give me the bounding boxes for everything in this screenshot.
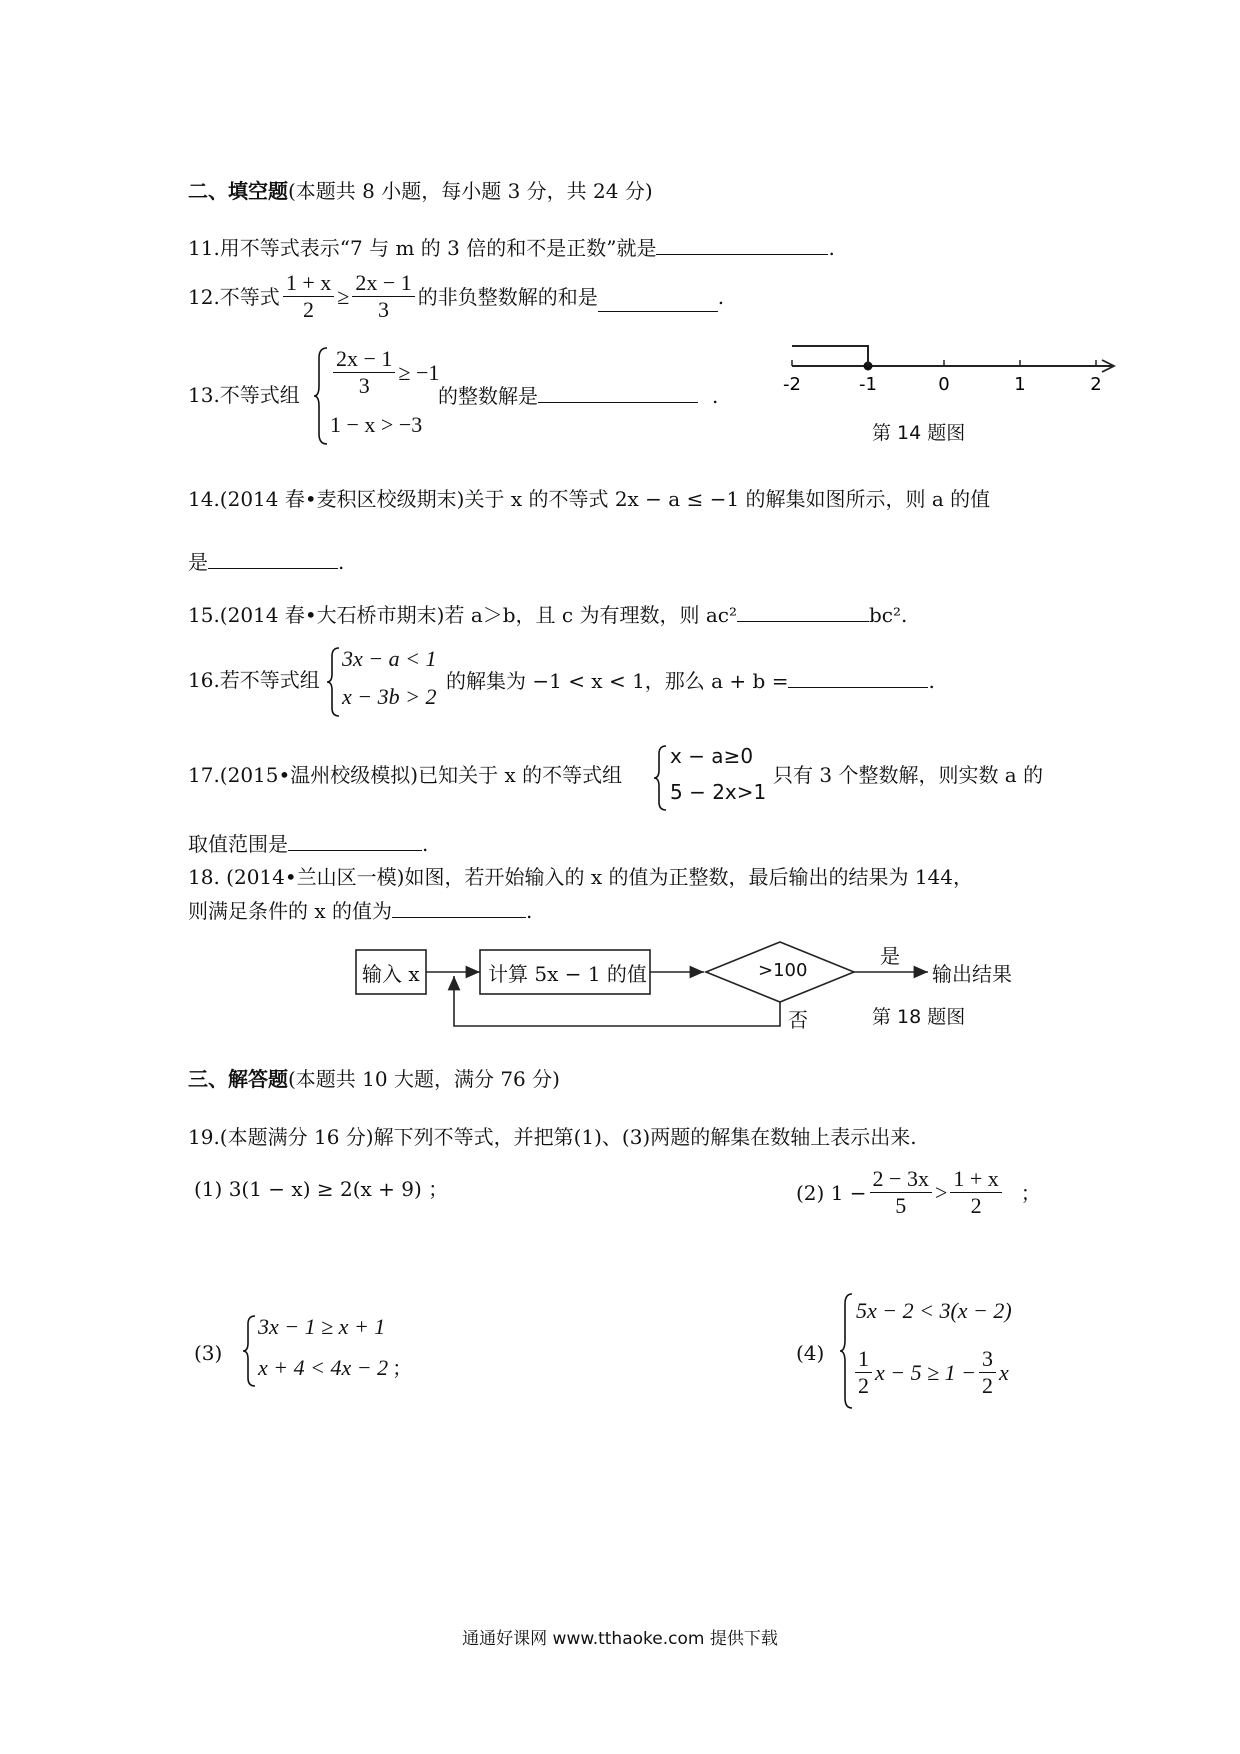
q12-suffix: 的非负整数解的和是: [417, 284, 598, 309]
q11-text: 11.用不等式表示“7 与 m 的 3 倍的和不是正数”就是: [188, 236, 657, 260]
question-12: [188, 270, 724, 323]
q13-prefix: 13.不等式组: [188, 383, 300, 407]
q13-tail: 的整数解是 .: [438, 384, 719, 408]
flow-yes-label: 是: [880, 944, 900, 968]
question-17-cont: 取值范围是 .: [188, 832, 429, 856]
q16-brace: [327, 646, 341, 718]
q18-answer-blank[interactable]: [392, 897, 526, 918]
q19-part-4-line-2: $\frac{1}{2}$ x − 5 ≥ 1 − $\frac{3}{2}$ x: [852, 1346, 1009, 1399]
q19-part-4-label: (4): [796, 1341, 825, 1365]
question-14-cont: 是 .: [188, 550, 345, 574]
q12-end: .: [717, 284, 725, 309]
flow-condition-label: >100: [758, 960, 808, 981]
q16-answer-blank[interactable]: [788, 667, 928, 688]
number-line-tick-label: 1: [1014, 374, 1026, 395]
number-line-tick-label: -1: [859, 374, 877, 395]
flow-compute-label: 计算 5x − 1 的值: [488, 962, 647, 986]
section3-note: (本题共 10 大题，满分 76 分): [288, 1067, 560, 1091]
q17-prefix: 17.(2015•温州校级模拟)已知关于 x 的不等式组: [188, 763, 623, 787]
number-line-tick-label: -2: [783, 374, 801, 395]
q19-part-1: (1) 3(1 − x) ≥ 2(x + 9) ；: [194, 1177, 449, 1201]
q17-brace: [654, 744, 668, 812]
q12-prefix: 12.不等式: [188, 284, 280, 309]
q11-answer-blank[interactable]: [656, 234, 828, 255]
solution-ray: [792, 346, 868, 366]
q13-brace: [314, 346, 330, 446]
question-14: 14.(2014 春•麦积区校级期末)关于 x 的不等式 2x − a ≤ −1 的解集如图所示，则 a 的值: [188, 487, 991, 511]
figure-14-caption: 第 14 题图: [872, 422, 966, 444]
q17-answer-blank[interactable]: [288, 830, 422, 851]
q14-answer-blank[interactable]: [208, 548, 338, 569]
q19-part-4-line-1: 5x − 2 < 3(x − 2): [856, 1298, 1012, 1323]
q19-part-3-line-1: 3x − 1 ≥ x + 1: [258, 1314, 386, 1339]
section2-title: 二、填空题: [188, 179, 288, 203]
q16-prefix: 16.若不等式组: [188, 668, 320, 692]
q12-answer-blank[interactable]: [598, 291, 718, 312]
q19-part-3-label: (3): [194, 1341, 223, 1365]
q19-part-3-brace: [243, 1314, 257, 1388]
page-footer: 通通好课网 www.tthaoke.com 提供下载: [462, 1629, 778, 1649]
q11-end: .: [828, 236, 835, 260]
question-18-line-1: 18. (2014•兰山区一模)如图，若开始输入的 x 的值为正整数，最后输出的结果为 144，: [188, 865, 973, 889]
q16-line-1: 3x − a < 1: [342, 646, 437, 671]
q12-fraction-2: $\frac{2x - 1}{3}$: [352, 270, 414, 323]
q17-line-1: x − a≥0: [670, 744, 754, 768]
question-19: 19.(本题满分 16 分)解下列不等式，并把第(1)、(3)两题的解集在数轴上表示出来.: [188, 1125, 917, 1149]
q19-part-2: (2) 1 − $\frac{2 - 3x}{5}$ > $\frac{1 + x}{2}$ ；: [796, 1166, 1041, 1218]
question-18-line-2: 则满足条件的 x 的值为 .: [188, 899, 533, 923]
q16-line-2: x − 3b > 2: [342, 684, 437, 709]
q17-suffix: 只有 3 个整数解，则实数 a 的: [773, 763, 1044, 787]
number-line-tick-label: 0: [938, 374, 950, 395]
question-11: [188, 234, 835, 261]
section3-title: 三、解答题: [188, 1067, 288, 1091]
number-line-tick-label: 2: [1090, 374, 1102, 395]
section3-heading: [188, 1066, 560, 1092]
q19-part-3-line-2: x + 4 < 4x − 2 ；: [258, 1355, 413, 1380]
section2-note: (本题共 8 小题，每小题 3 分，共 24 分): [288, 179, 653, 203]
section2-heading: [188, 178, 653, 204]
flow-output-label: 输出结果: [932, 962, 1012, 986]
q16-tail: 的解集为 −1 < x < 1，那么 a + b = .: [446, 669, 935, 693]
number-line-figure-14: [782, 340, 1122, 400]
figure-18-caption: 第 18 题图: [872, 1006, 966, 1028]
q13-line-2: 1 − x > −3: [330, 412, 423, 437]
question-15: 15.(2014 春•大石桥市期末)若 a＞b，且 c 为有理数，则 ac² bc².: [188, 603, 908, 627]
q17-line-2: 5 − 2x>1: [670, 780, 767, 804]
flow-no-label: 否: [788, 1008, 808, 1032]
q13-line-1: $\frac{2x - 1}{3}$ ≥ −1: [330, 346, 439, 399]
flow-input-label: 输入 x: [362, 962, 420, 986]
q15-answer-blank[interactable]: [737, 601, 869, 622]
q13-answer-blank[interactable]: [538, 382, 698, 403]
q12-operator: ≥: [337, 283, 350, 309]
q12-fraction-1: $\frac{1 + x}{2}$: [283, 270, 334, 323]
